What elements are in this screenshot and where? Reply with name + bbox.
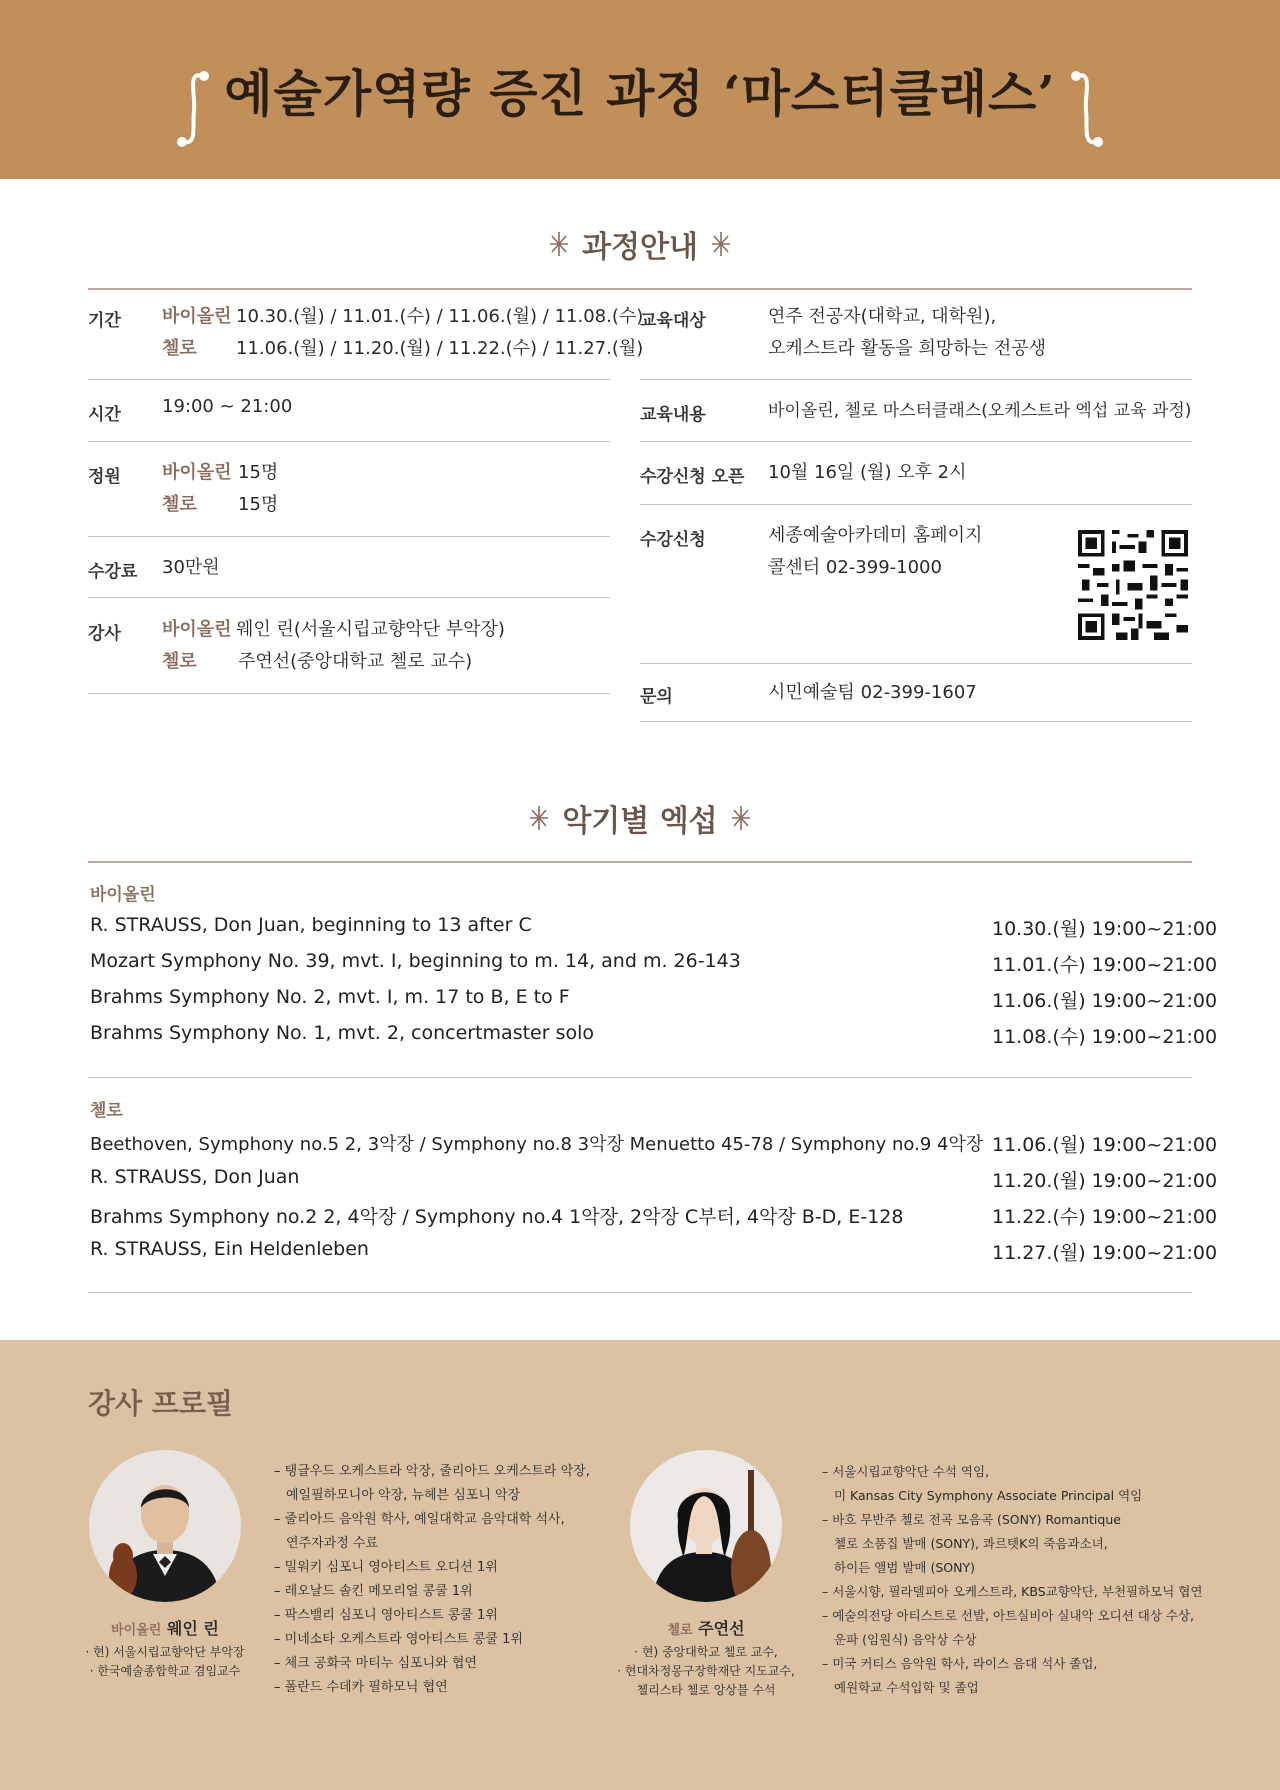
capacity-cello: 첼로 15명 [162, 494, 279, 515]
violin-date: 11.06.(월) 19:00~21:00 [992, 990, 1218, 1012]
content-value: 바이올린, 첼로 마스터클래스(오케스트라 엑섭 교육 과정) [768, 401, 1192, 421]
page-title: 예술가역량 증진 과정 ‘마스터클래스’ [224, 63, 1056, 123]
cello-piece: R. STRAUSS, Ein Heldenleben [90, 1238, 369, 1260]
qr-code[interactable] [1078, 530, 1188, 640]
divider [88, 288, 1192, 290]
violin-category: 바이올린 [90, 885, 156, 905]
time-value: 19:00 ~ 21:00 [162, 396, 293, 417]
target-line2: 오케스트라 활동을 희망하는 전공생 [768, 338, 1046, 359]
label-period: 기간 [88, 311, 121, 331]
affiliations-cello: · 현) 중앙대학교 첼로 교수, · 현대차정몽구장학재단 지도교수, 첼리스타 첼로 앙상블 수석 [617, 1645, 795, 1697]
violin-date: 11.08.(수) 19:00~21:00 [992, 1026, 1218, 1048]
cello-date: 11.06.(월) 19:00~21:00 [992, 1134, 1218, 1156]
open-value: 10월 16일 (월) 오후 2시 [768, 462, 967, 483]
cello-date: 11.27.(월) 19:00~21:00 [992, 1242, 1218, 1264]
divider [88, 597, 610, 598]
label-content: 교육내용 [640, 405, 706, 425]
course-heading [0, 222, 1280, 266]
divider [88, 536, 610, 537]
period-cello: 첼로 11.06.(월) / 11.20.(월) / 11.22.(수) / 11.27.(월) [162, 338, 644, 359]
excerpt-heading-text: 악기별 엑섭 [562, 804, 718, 839]
label-open: 수강신청 오픈 [640, 467, 745, 487]
course-heading-text: 과정안내 [582, 230, 698, 265]
period-violin: 바이올린 10.30.(월) / 11.01.(수) / 11.06.(월) / 11.08.(수) [162, 306, 644, 327]
label-apply: 수강신청 [640, 530, 706, 550]
divider [640, 504, 1192, 505]
divider [88, 1077, 1192, 1078]
portrait-cello [630, 1450, 782, 1602]
divider [640, 663, 1192, 664]
sparkle-icon [548, 231, 570, 257]
cello-date: 11.22.(수) 19:00~21:00 [992, 1206, 1218, 1228]
sparkle-icon [710, 231, 732, 257]
divider [88, 861, 1192, 863]
affiliations-violin: · 현) 서울시립교향악단 부악장 · 한국예술종합학교 겸임교수 [85, 1645, 245, 1678]
violin-piece: R. STRAUSS, Don Juan, beginning to 13 after C [90, 914, 532, 936]
instructor-cello: 첼로 주연선(중앙대학교 첼로 교수) [162, 651, 473, 672]
cello-piece: R. STRAUSS, Don Juan [90, 1166, 300, 1188]
divider [640, 379, 1192, 380]
cello-date: 11.20.(월) 19:00~21:00 [992, 1170, 1218, 1192]
avatar-cello [630, 1450, 782, 1602]
instructor-name-cello: 첼로 주연선 [667, 1619, 745, 1638]
violin-piece: Brahms Symphony No. 2, mvt. I, m. 17 to B, E to F [90, 986, 570, 1008]
divider [88, 693, 610, 694]
divider [88, 379, 610, 380]
violin-date: 10.30.(월) 19:00~21:00 [992, 918, 1218, 940]
instructor-name-violin: 바이올린 웨인 린 [111, 1619, 219, 1638]
excerpt-heading [0, 796, 1280, 840]
label-fee: 수강료 [88, 562, 138, 582]
avatar-violin [89, 1450, 241, 1602]
fee-value: 30만원 [162, 557, 220, 578]
violin-date: 11.01.(수) 19:00~21:00 [992, 954, 1218, 976]
capacity-violin: 바이올린 15명 [162, 462, 279, 483]
target-line1: 연주 전공자(대학교, 대학원), [768, 306, 997, 327]
sparkle-icon [528, 805, 550, 831]
violin-piece: Mozart Symphony No. 39, mvt. I, beginning to m. 14, and m. 26-143 [90, 950, 741, 972]
divider [88, 1292, 1192, 1293]
instructor-violin: 바이올린 웨인 린(서울시립교향악단 부악장) [162, 619, 505, 640]
cello-piece: Brahms Symphony no.2 2, 4악장 / Symphony no.4 1악장, 2악장 C부터, 4악장 B-D, E-128 [90, 1206, 904, 1228]
label-instructor: 강사 [88, 624, 121, 644]
f-hole-icon [1068, 66, 1104, 152]
contact-value: 시민예술팀 02-399-1607 [768, 682, 977, 703]
portrait-violin [89, 1450, 241, 1602]
career-violin: – 탱글우드 오케스트라 악장, 줄리아드 오케스트라 악장, 예일필하모니아 악장, 뉴헤븐 심포니 악장 – 줄리아드 음악원 학사, 예일대학교 음악대학 석사, 연주자과정 수료 – 밀워키 심포니 영아티스트 오디션 1위 – 레오날드 솔킨 메모리얼 콩쿨 1위 – 팍스밸리 심포니 영아티스트 콩쿨 1위 – 미네소타 오케스트라 영아티스트 콩쿨 1위 – 체크 공화국 마티누 심포니와 협연 – 폴란드 수데카 필하모닉 협연 [274, 1464, 590, 1695]
label-capacity: 정원 [88, 467, 121, 487]
label-target: 교육대상 [640, 311, 706, 331]
apply-line2: 콜센터 02-399-1000 [768, 557, 942, 578]
label-time: 시간 [88, 405, 121, 425]
sparkle-icon [730, 805, 752, 831]
apply-line1[interactable]: 세종예술아카데미 홈페이지 [768, 525, 983, 546]
profile-heading: 강사 프로필 [88, 1387, 233, 1420]
cello-category: 첼로 [90, 1101, 123, 1121]
divider [640, 721, 1192, 722]
career-cello: – 서울시립교향악단 수석 역임, 미 Kansas City Symphony Associate Principal 역임 – 바흐 무반주 첼로 전곡 모음곡 (SONY) Romantique 첼로 소품집 발매 (SONY), 콰르텟K의 죽음과소녀, 하이든 앨범 발매 (SONY) – 서울시향, 필라델피아 오케스트라, KBS교향악단, 부천필하모닉 협연 – 예술의전당 아티스트로 선발, 아트실비아 실내악 오디션 대상 수상, 운파 (임원식) 음악상 수상 – 미국 커티스 음악원 학사, 라이스 음대 석사 졸업, 예원학교 수석입학 및 졸업 [822, 1464, 1203, 1695]
violin-piece: Brahms Symphony No. 1, mvt. 2, concertmaster solo [90, 1022, 595, 1044]
divider [88, 441, 610, 442]
label-contact: 문의 [640, 687, 673, 707]
divider [640, 441, 1192, 442]
cello-piece: Beethoven, Symphony no.5 2, 3악장 / Symphony no.8 3악장 Menuetto 45-78 / Symphony no.9 4악장 [90, 1134, 984, 1155]
